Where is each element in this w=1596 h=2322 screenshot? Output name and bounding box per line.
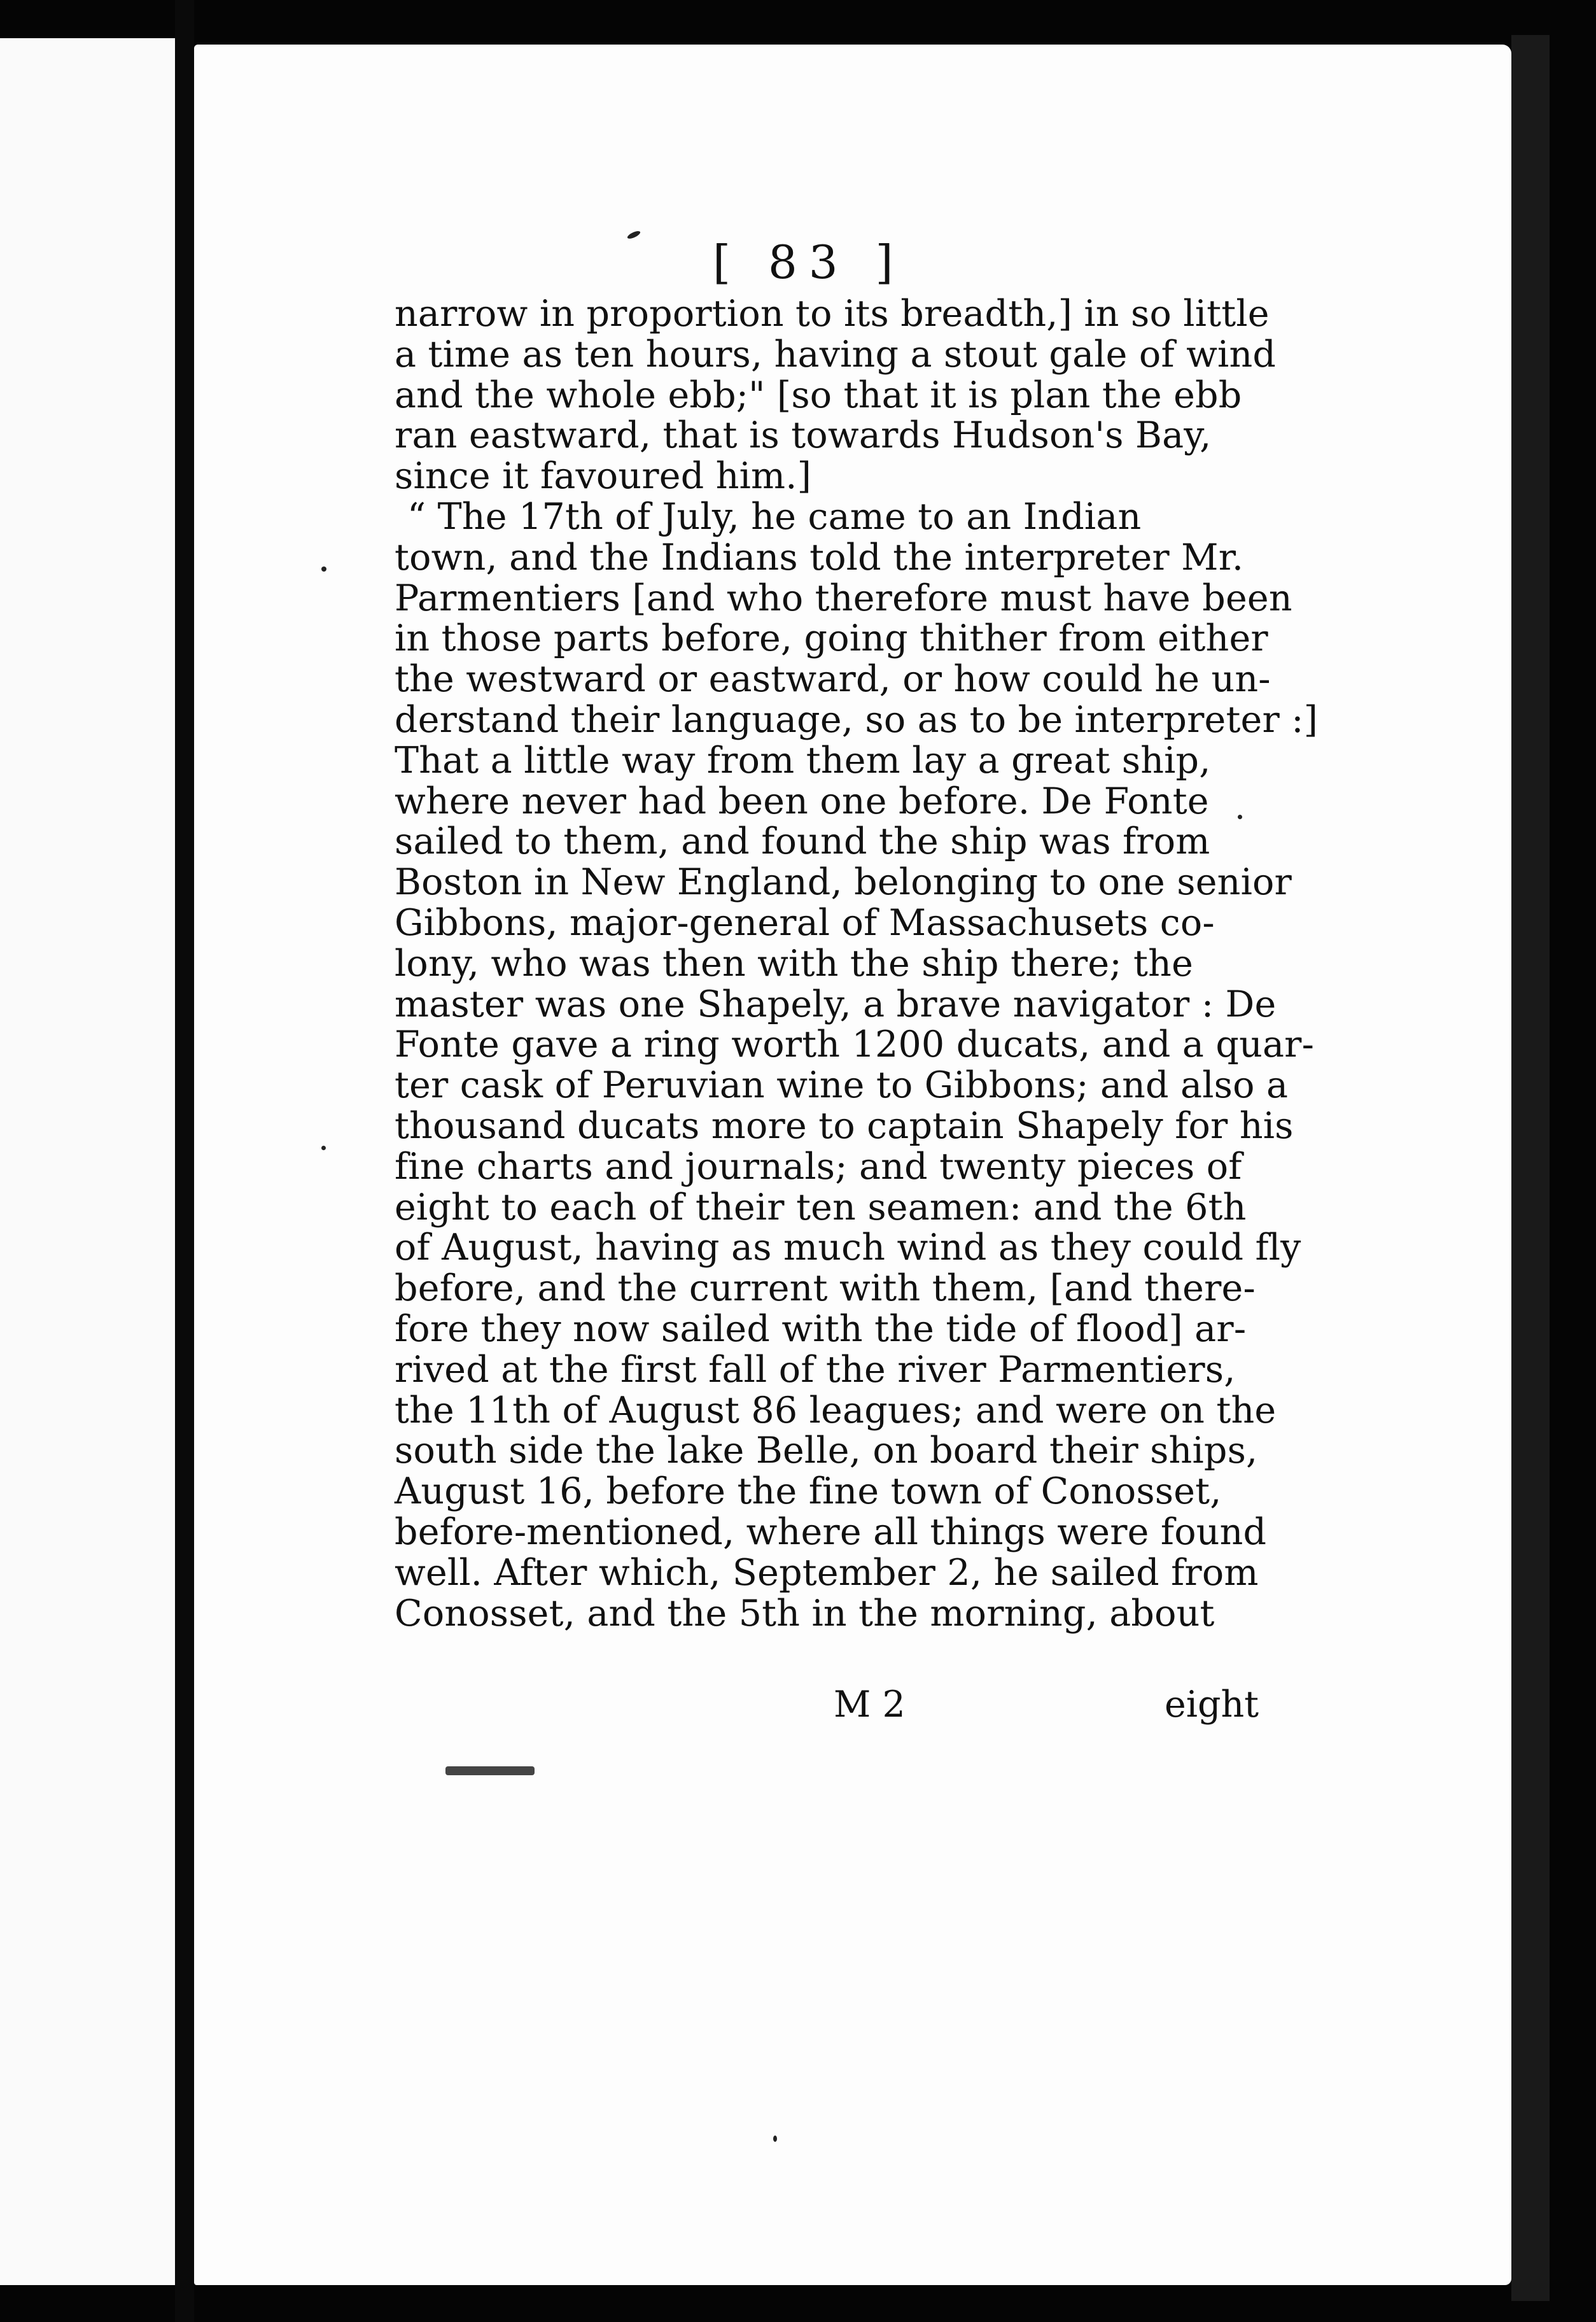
text-line: lony, who was then with the ship there; the xyxy=(395,942,1194,985)
text-line: fore they now sailed with the tide of flood] ar- xyxy=(395,1307,1247,1350)
text-line: ter cask of Peruvian wine to Gibbons; and also a xyxy=(395,1064,1289,1107)
text-line: well. After which, September 2, he sailed from xyxy=(395,1551,1259,1594)
text-line: August 16, before the fine town of Conosset, xyxy=(395,1470,1222,1513)
book-gutter xyxy=(175,0,194,2322)
body-text xyxy=(395,293,1319,1635)
text-line: the 11th of August 86 leagues; and were on the xyxy=(395,1389,1277,1432)
text-line: Conosset, and the 5th in the morning, about xyxy=(395,1592,1215,1635)
text-line: where never had been one before. De Fonte xyxy=(395,780,1209,822)
ink-speck xyxy=(321,566,326,572)
catchword: eight xyxy=(1165,1684,1259,1726)
text-line: “ The 17th of July, he came to an Indian xyxy=(407,495,1142,538)
text-line: eight to each of their ten seamen: and the 6th xyxy=(395,1186,1247,1228)
text-line: rived at the first fall of the river Parmentiers, xyxy=(395,1348,1236,1391)
text-line: thousand ducats more to captain Shapely for his xyxy=(395,1104,1294,1147)
left-page-leaf xyxy=(0,38,175,2285)
text-line: fine charts and journals; and twenty pieces of xyxy=(395,1145,1242,1188)
text-line: since it favoured him.] xyxy=(395,455,812,498)
text-line: derstand their language, so as to be interpreter :] xyxy=(395,698,1319,741)
ink-speck xyxy=(445,1766,535,1775)
text-line: a time as ten hours, having a stout gale of wind xyxy=(395,333,1277,376)
text-line: town, and the Indians told the interpreter Mr. xyxy=(395,536,1244,579)
text-line: Parmentiers [and who therefore must have been xyxy=(395,577,1292,619)
ink-speck xyxy=(1238,815,1242,819)
text-line: sailed to them, and found the ship was from xyxy=(395,820,1210,863)
text-line: master was one Shapely, a brave navigator : De xyxy=(395,983,1277,1025)
ink-speck xyxy=(773,2136,777,2142)
text-line: That a little way from them lay a great ship, xyxy=(395,739,1211,782)
text-line: ran eastward, that is towards Hudson's Bay, xyxy=(395,414,1212,457)
text-line: in those parts before, going thither from either xyxy=(395,617,1268,660)
text-line: before-mentioned, where all things were found xyxy=(395,1510,1267,1553)
text-line: Fonte gave a ring worth 1200 ducats, and a quar- xyxy=(395,1024,1315,1066)
page-edge-shadow xyxy=(1511,35,1550,2301)
text-line: south side the lake Belle, on board their ships, xyxy=(395,1430,1258,1472)
text-line: and the whole ebb;" [so that it is plan the ebb xyxy=(395,374,1242,416)
text-line: of August, having as much wind as they could fly xyxy=(395,1227,1301,1269)
text-line: narrow in proportion to its breadth,] in so little xyxy=(395,293,1270,335)
page-number: [ 83 ] xyxy=(713,236,905,289)
text-line: Boston in New England, belonging to one senior xyxy=(395,861,1292,904)
text-line: before, and the current with them, [and there- xyxy=(395,1267,1256,1310)
ink-speck xyxy=(321,1146,326,1150)
text-line: the westward or eastward, or how could he un- xyxy=(395,658,1271,701)
text-line: Gibbons, major-general of Massachusets co- xyxy=(395,901,1215,944)
signature-mark: M 2 xyxy=(834,1684,906,1726)
